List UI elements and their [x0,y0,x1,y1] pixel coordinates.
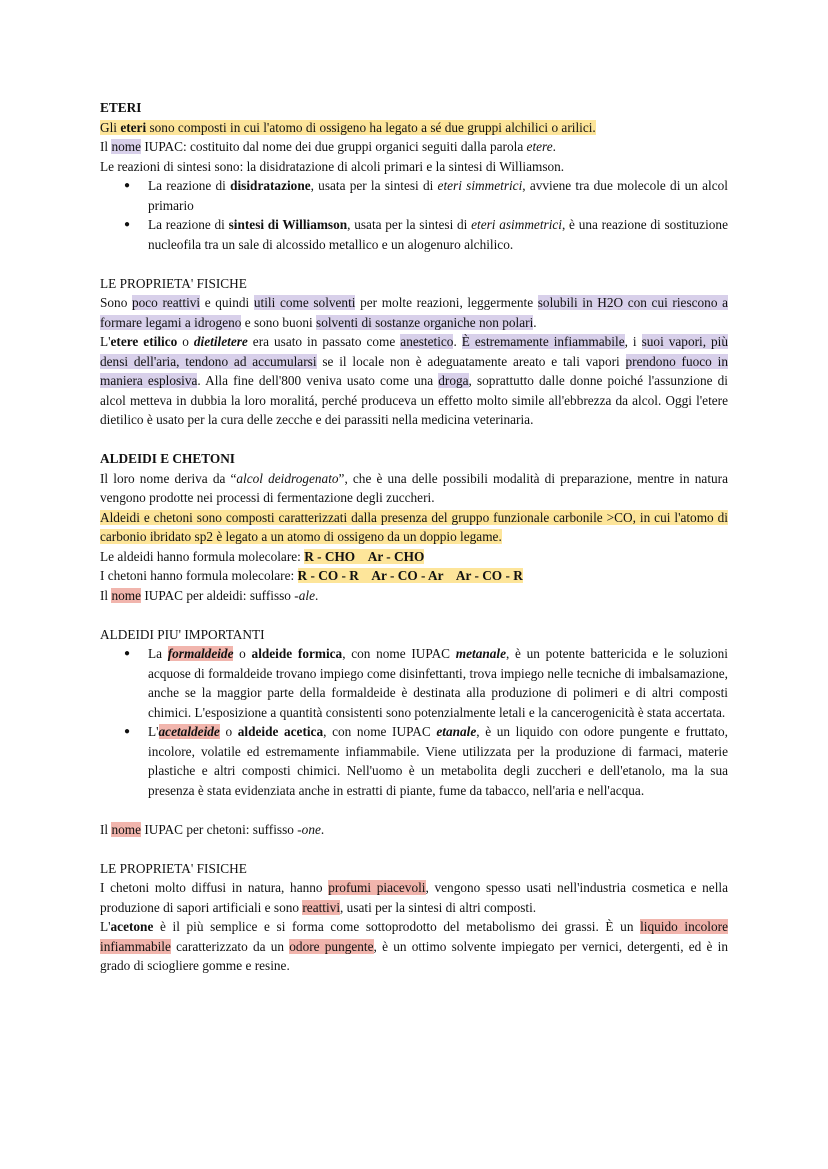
heading-eteri: ETERI [100,100,142,115]
chetoni-formula: I chetoni hanno formula molecolare: R - CO - R Ar - CO - Ar Ar - CO - R [100,568,523,583]
eteri-iupac: Il nome IUPAC: costituito dal nome dei due gruppi organici seguiti dalla parola etere. [100,139,556,154]
proprieta-eteri-p1: Sono poco reattivi e quindi utili come solventi per molte reazioni, leggermente solubili in H2O con cui riescono a formare legami a idrogeno e sono buoni solventi di sostanze organiche non polari. [100,295,728,330]
aldeidi-importanti-list [100,644,728,800]
aldeidi-definizione: Aldeidi e chetoni sono composti caratterizzati dalla presenza del gruppo funzionale carbonile >CO, in cui l'atomo di carbonio ibridato sp2 è legato a un atomo di ossigeno da un doppio legame. [100,509,728,544]
proprieta-chetoni-p2: L'acetone è il più semplice e si forma come sottoprodotto del metabolismo dei grassi. È un liquido incolore infiammabile caratterizzato da un odore pungente, è un ottimo solvente impiegato per vernici, detergenti, ed è in grado di sciogliere gomme e resine. [100,919,728,973]
document-content [100,98,728,976]
aldeidi-iupac: Il nome IUPAC per aldeidi: suffisso -ale. [100,587,319,603]
eteri-definition: Gli eteri sono composti in cui l'atomo di ossigeno ha legato a sé due gruppi alchilici o arilici. [100,119,596,135]
list-item-acetaldeide: ● L'acetaldeide o aldeide acetica, con nome IUPAC etanale, è un liquido con odore pungente e fruttato, incolore, volatile ed estremamente infiammabile. Viene utilizzata per la produzione di farmaci, materie plastiche e altri composti chimici. Nell'uomo è un metabolita degli zuccheri e dell'etanolo, ma la sua presenza è stata evidenziata anche in estratti di piante, fume da tabacco, nell'aria e nell'acqua. [148,722,728,800]
chetoni-iupac: Il nome IUPAC per chetoni: suffisso -one. [100,821,325,837]
heading-proprieta-chetoni: LE PROPRIETA' FISICHE [100,860,247,876]
proprieta-chetoni-p1: I chetoni molto diffusi in natura, hanno profumi piacevoli, vengono spesso usati nell'industria cosmetica e nella produzione di sapori artificiali e sono reattivi, usati per la sintesi di altri composti. [100,880,728,915]
list-item-formaldeide: ● La formaldeide o aldeide formica, con nome IUPAC metanale, è un potente battericida e le soluzioni acquose di formaldeide trovano impiego come disinfettanti, trova impiego nelle tecniche di imbalsamazione, anche se la maggior parte della formaldeide è destinata alla produzione di polimeri e di altri composti chimici. L'esposizione a quantità consistenti sono potenzialmente letali e la cancerogenicità è stata accertata. [148,644,728,722]
heading-aldeidi-importanti: ALDEIDI PIU' IMPORTANTI [100,626,265,642]
aldeidi-formula: Le aldeidi hanno formula molecolare: R - CHO Ar - CHO [100,548,425,564]
list-item-williamson: ● La reazione di sintesi di Williamson, usata per la sintesi di eteri asimmetrici, è una reazione di sostituzione nucleofila tra un sale di alcossido metallico e un alogenuro alchilico. [148,215,728,254]
aldeidi-origine: Il loro nome deriva da “alcol deidrogenato”, che è una delle possibili modalità di preparazione, mentre in natura vengono prodotte nei processi di fermentazione degli zuccheri. [100,470,728,505]
eteri-sintesi: Le reazioni di sintesi sono: la disidratazione di alcoli primari e la sintesi di Williamson. [100,158,565,174]
heading-proprieta-eteri: LE PROPRIETA' FISICHE [100,275,247,291]
heading-aldeidi-chetoni: ALDEIDI E CHETONI [100,451,235,466]
eteri-list [100,176,728,254]
list-item-disidratazione: ● La reazione di disidratazione, usata per la sintesi di eteri simmetrici, avviene tra due molecole di un alcol primario [148,176,728,215]
proprieta-eteri-p2: L'etere etilico o dietiletere era usato in passato come anestetico. È estremamente infiammabile, i suoi vapori, più densi dell'aria, tendono ad accumularsi se il locale non è adeguatamente areato e tali vapori prendono fuoco in maniera esplosiva. Alla fine dell'800 veniva usato come una droga, soprattutto dalle donne poiché l'assunzione di alcol metteva in dubbia la loro moralitá, perché produceva un effetto molto simile all'ebbrezza da alcol. Oggi l'etere dietilico è usato per la cura delle zecche e dei parassiti nella medicina veterinaria. [100,334,729,427]
